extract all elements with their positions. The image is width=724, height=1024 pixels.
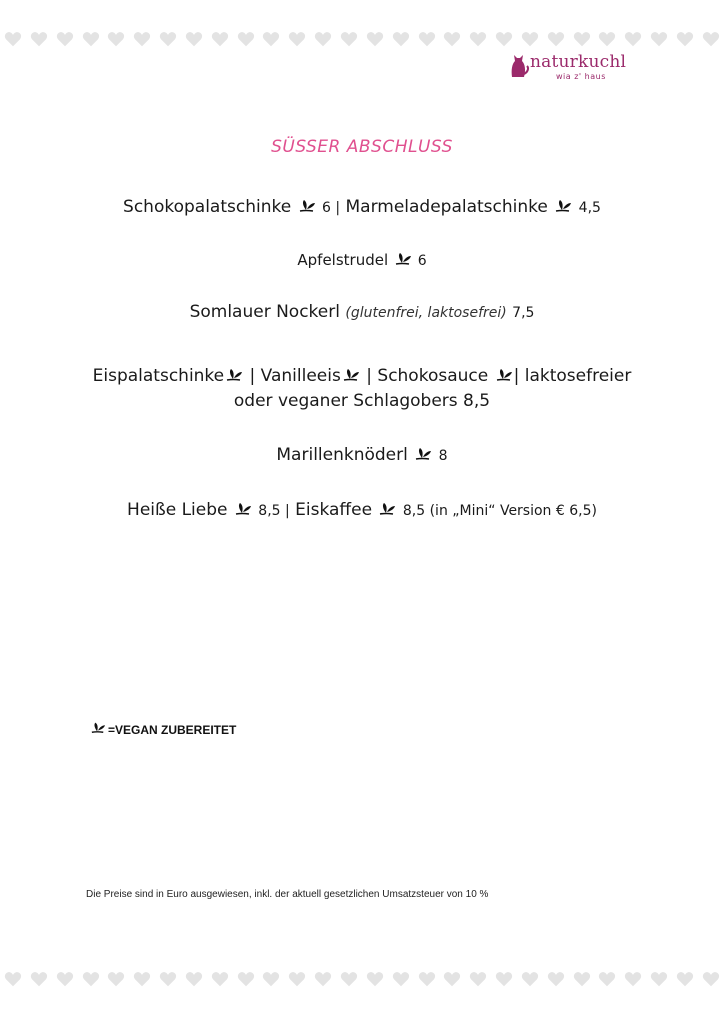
vegan-leaf-icon xyxy=(413,445,433,461)
vegan-leaf-icon xyxy=(88,720,108,734)
heart-icon xyxy=(107,970,125,988)
heart-icon xyxy=(598,30,616,48)
heart-icon xyxy=(82,970,100,988)
menu-item: Marmeladepalatschinke xyxy=(345,197,548,217)
menu-price: 6 | xyxy=(322,200,341,216)
heart-icon xyxy=(211,30,229,48)
menu-price: 8,5 (in „Mini“ Version € 6,5) xyxy=(402,503,597,519)
menu-price: 7,5 xyxy=(512,305,535,321)
heart-icon xyxy=(598,970,616,988)
vegan-leaf-icon xyxy=(553,197,573,213)
heart-icon xyxy=(521,970,539,988)
heart-icon xyxy=(30,970,48,988)
heart-icon xyxy=(676,30,694,48)
heart-icon xyxy=(469,30,487,48)
vegan-leaf-icon xyxy=(297,197,317,213)
heart-icon xyxy=(159,30,177,48)
menu-item: Somlauer Nockerl xyxy=(189,302,340,322)
menu-line-eispalatschinke-cont xyxy=(0,391,724,411)
heart-icon xyxy=(469,970,487,988)
menu-item: oder veganer Schlagobers 8,5 xyxy=(233,391,491,411)
menu-price: 8 xyxy=(438,448,448,464)
heart-icon xyxy=(702,30,720,48)
heart-icon xyxy=(56,970,74,988)
brand-tagline: wia z' haus xyxy=(556,72,606,81)
menu-item: Marillenknöderl xyxy=(276,445,408,465)
heart-icon xyxy=(262,970,280,988)
menu-line-marillenknoederl xyxy=(0,445,724,465)
menu-item: | Schokosauce xyxy=(366,366,489,386)
vegan-legend xyxy=(88,720,236,737)
heart-icon xyxy=(159,970,177,988)
menu-note: (glutenfrei, laktosefrei) xyxy=(345,305,507,321)
heart-icon xyxy=(133,970,151,988)
menu-price: 6 xyxy=(417,253,427,269)
menu-item: Schokopalatschinke xyxy=(123,197,292,217)
menu-item: Eiskaffee xyxy=(295,500,373,520)
heart-icon xyxy=(185,970,203,988)
legend-text: =VEGAN ZUBEREITET xyxy=(108,723,237,737)
heart-icon xyxy=(4,970,22,988)
vegan-leaf-icon xyxy=(233,500,253,516)
heart-icon xyxy=(495,970,513,988)
heart-icon xyxy=(521,30,539,48)
heart-icon xyxy=(418,970,436,988)
heart-icon xyxy=(82,30,100,48)
heart-icon xyxy=(340,970,358,988)
heart-icon xyxy=(211,970,229,988)
heart-icon xyxy=(573,30,591,48)
vegan-leaf-icon xyxy=(377,500,397,516)
heart-icon xyxy=(340,30,358,48)
heart-icon xyxy=(624,30,642,48)
brand-name: naturkuchl xyxy=(530,52,627,72)
menu-line-eispalatschinke xyxy=(0,366,724,386)
menu-line-apfelstrudel xyxy=(0,250,724,269)
menu-item: Apfelstrudel xyxy=(297,251,389,269)
price-footnote: Die Preise sind in Euro ausgewiesen, inkl. der aktuell gesetzlichen Umsatzsteuer von 10 % xyxy=(86,889,489,900)
heart-icon xyxy=(262,30,280,48)
heart-icon xyxy=(418,30,436,48)
heart-icon xyxy=(107,30,125,48)
heart-icon xyxy=(288,970,306,988)
menu-item: Eispalatschinke xyxy=(92,366,225,386)
heart-icon xyxy=(443,30,461,48)
heart-icon xyxy=(314,970,332,988)
heart-icon xyxy=(650,30,668,48)
menu-line-palatschinken xyxy=(0,197,724,217)
heart-icon xyxy=(366,30,384,48)
heart-icon xyxy=(702,970,720,988)
heart-icon xyxy=(547,30,565,48)
menu-item: | laktosefreier xyxy=(513,366,632,386)
cat-icon xyxy=(508,52,530,78)
heart-icon xyxy=(676,970,694,988)
page-title: SÜSSER ABSCHLUSS xyxy=(271,137,453,157)
brand-logo xyxy=(508,50,638,86)
menu-item: | Vanilleeis xyxy=(249,366,341,386)
menu-price: 4,5 xyxy=(578,200,601,216)
vegan-leaf-icon xyxy=(494,366,514,382)
vegan-leaf-icon xyxy=(224,366,244,382)
heart-icon xyxy=(624,970,642,988)
menu-line-heisse-liebe xyxy=(0,500,724,520)
menu-price: 8,5 | xyxy=(258,503,290,519)
vegan-leaf-icon xyxy=(341,366,361,382)
heart-icon xyxy=(30,30,48,48)
heart-icon xyxy=(237,970,255,988)
heart-icon xyxy=(495,30,513,48)
heart-icon xyxy=(314,30,332,48)
heart-icon xyxy=(237,30,255,48)
heart-icon xyxy=(650,970,668,988)
menu-line-somlauer xyxy=(0,302,724,322)
heart-icon xyxy=(185,30,203,48)
heart-icon xyxy=(547,970,565,988)
heart-icon xyxy=(56,30,74,48)
vegan-leaf-icon xyxy=(393,250,413,266)
heart-icon xyxy=(392,30,410,48)
heart-icon xyxy=(366,970,384,988)
heart-icon xyxy=(4,30,22,48)
heart-icon xyxy=(392,970,410,988)
heart-icon xyxy=(573,970,591,988)
menu-item: Heiße Liebe xyxy=(127,500,228,520)
heart-icon xyxy=(288,30,306,48)
heart-icon xyxy=(133,30,151,48)
heart-border-bottom xyxy=(0,970,724,996)
heart-icon xyxy=(443,970,461,988)
